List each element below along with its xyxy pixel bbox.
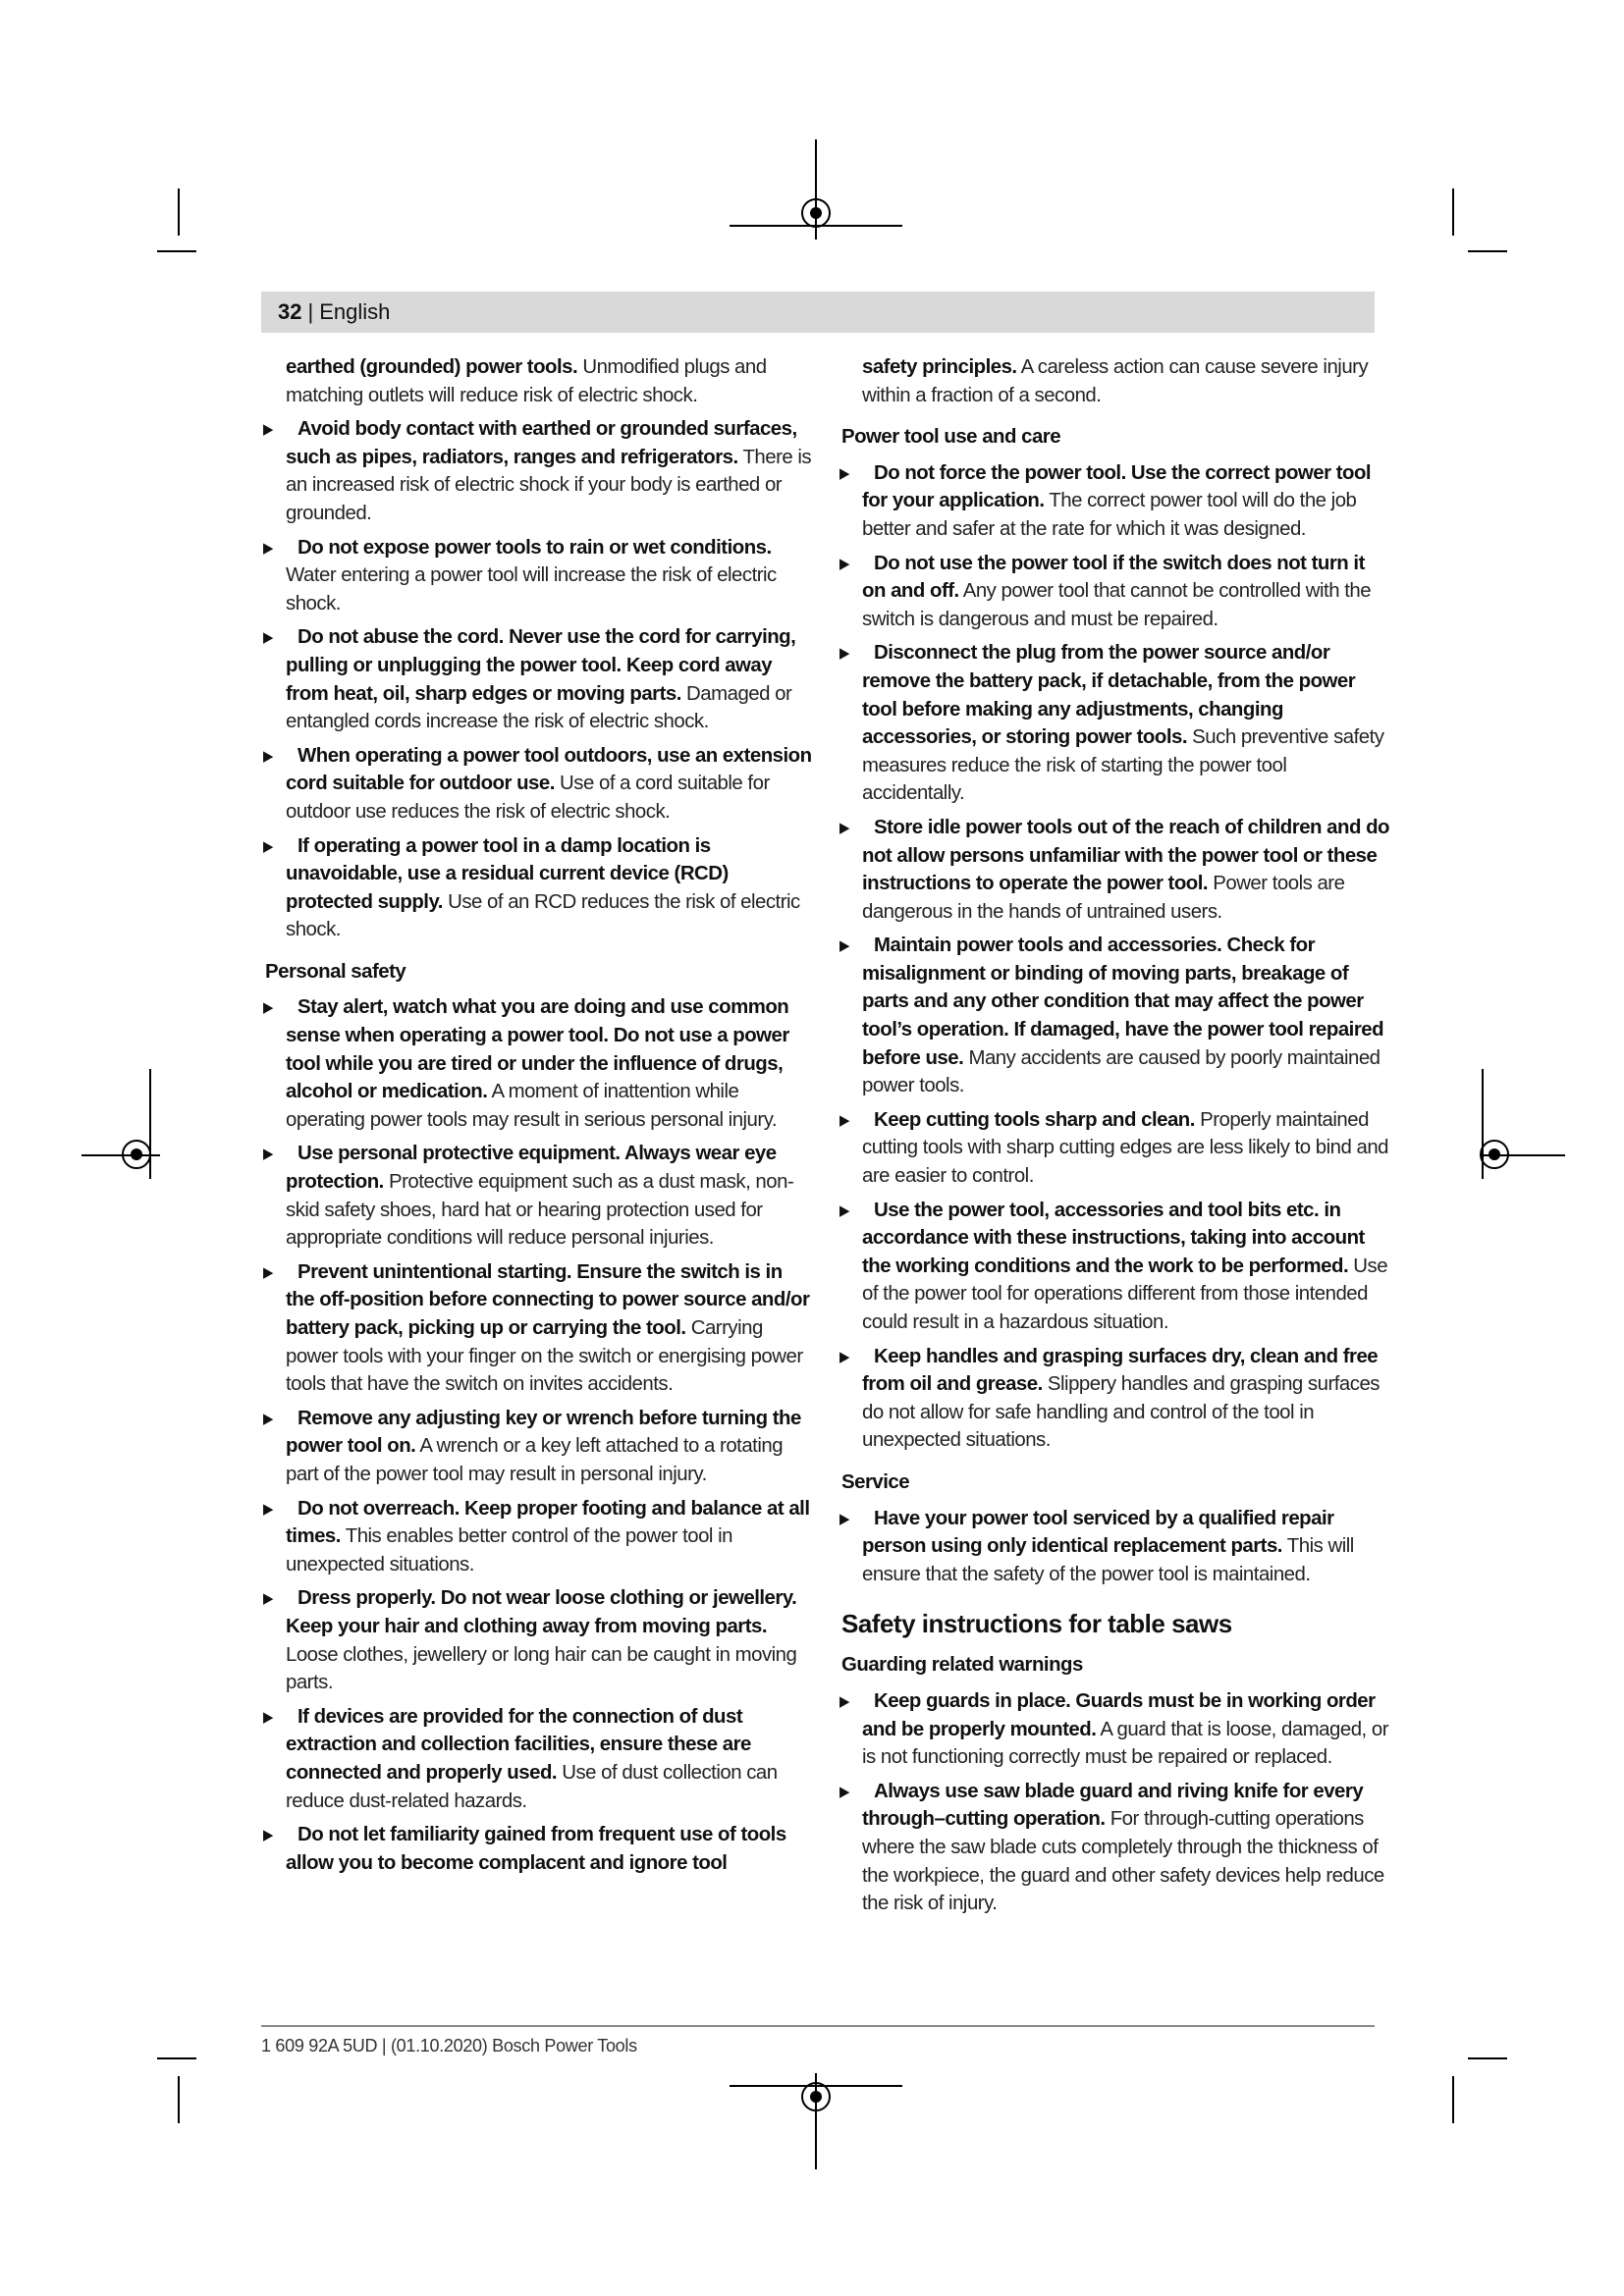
- item-text: Such preventive safety measures reduce the risk of starting the power tool accidentally.: [862, 726, 1384, 805]
- right-column: [841, 353, 1389, 1924]
- item-text: Many accidents are caused by poorly maintained power tools.: [862, 1046, 1380, 1097]
- personal-safety-list: [265, 993, 813, 1877]
- page-number: 32: [278, 299, 302, 324]
- list-item: [265, 1703, 813, 1815]
- bullet-arrow-icon: ▶: [839, 1783, 849, 1800]
- item-text: A wrench or a key left attached to a rotating part of the power tool may result in personal injury.: [286, 1435, 784, 1485]
- bullet-arrow-icon: ▶: [839, 819, 849, 836]
- item-bold-text: Do not use the power tool if the switch does not turn it on and off.: [862, 552, 1365, 603]
- registration-line: [149, 1069, 151, 1179]
- section-heading-use-and-care: Power tool use and care: [841, 426, 1061, 449]
- page-header: [261, 292, 1375, 333]
- registration-target-icon: [801, 2082, 831, 2111]
- left-column: [265, 353, 813, 1883]
- item-text: Use of an RCD reduces the risk of electric shock.: [286, 890, 800, 941]
- item-text: Protective equipment such as a dust mask, non-skid safety shoes, hard hat or hearing protection used for appropriate conditions will reduce personal injuries.: [286, 1171, 794, 1250]
- list-item: [841, 1343, 1389, 1455]
- item-text: Slippery handles and grasping surfaces do not allow for safe handling and control of the tool in unexpected situations.: [862, 1373, 1380, 1452]
- bullet-arrow-icon: ▶: [263, 837, 273, 855]
- crop-mark: [1452, 188, 1454, 236]
- bullet-arrow-icon: ▶: [839, 1201, 849, 1219]
- service-list: [841, 1505, 1389, 1589]
- item-bold-text: Prevent unintentional starting. Ensure the switch is in the off-position before connecting to power source and/or battery pack, picking up or carrying the tool.: [286, 1260, 810, 1339]
- list-item: [265, 1584, 813, 1696]
- list-item: [265, 742, 813, 827]
- bullet-arrow-icon: ▶: [263, 1590, 273, 1608]
- item-text: Use of a cord suitable for outdoor use reduces the risk of electric shock.: [286, 773, 770, 823]
- item-text: There is an increased risk of electric shock if your body is earthed or grounded.: [286, 446, 812, 524]
- bullet-arrow-icon: ▶: [263, 999, 273, 1017]
- item-bold-text: Keep guards in place. Guards must be in working order and be properly mounted.: [862, 1689, 1376, 1740]
- bullet-arrow-icon: ▶: [263, 1708, 273, 1726]
- item-bold-text: Disconnect the plug from the power source and/or remove the battery pack, if detachable, from the power tool before making any adjustments, changing accessories, or storing power tools.: [862, 642, 1356, 749]
- item-text: Any power tool that cannot be controlled with the switch is dangerous and must be repaired.: [862, 580, 1372, 630]
- item-text: Loose clothes, jewellery or long hair can be caught in moving parts.: [286, 1643, 797, 1694]
- item-text: The correct power tool will do the job better and safer at the rate for which it was designed.: [862, 490, 1357, 540]
- item-bold-text: If devices are provided for the connection of dust extraction and collection facilities, ensure these are connected and properly used.: [286, 1705, 751, 1784]
- item-bold-text: Stay alert, watch what you are doing and use common sense when operating a power tool. Do not use a power tool while you are tired or under the influence of drugs, alcohol or medication.: [286, 996, 789, 1103]
- list-item: [265, 1258, 813, 1399]
- item-bold-text: Maintain power tools and accessories. Check for misalignment or binding of moving parts, breakage of parts and any other condition that may affect the power tool’s operation. If damaged, have the power tool repaired before use.: [862, 934, 1384, 1069]
- crop-mark: [157, 250, 196, 252]
- item-bold-text: Avoid body contact with earthed or grounded surfaces, such as pipes, radiators, ranges and refrigerators.: [286, 418, 797, 468]
- crop-mark: [157, 2057, 196, 2059]
- item-bold-text: Keep handles and grasping surfaces dry, clean and free from oil and grease.: [862, 1345, 1379, 1396]
- registration-target-icon: [122, 1140, 151, 1169]
- item-text: Water entering a power tool will increase the risk of electric shock.: [286, 564, 777, 614]
- item-bold-text: If operating a power tool in a damp location is unavoidable, use a residual current device (RCD) protected supply.: [286, 834, 729, 913]
- list-item: [841, 1106, 1389, 1191]
- item-bold-text: Use personal protective equipment. Always wear eye protection.: [286, 1143, 777, 1194]
- bullet-arrow-icon: ▶: [263, 539, 273, 557]
- item-bold-text: Always use saw blade guard and riving knife for every through–cutting operation.: [862, 1780, 1364, 1831]
- header-text: [278, 299, 390, 325]
- bullet-arrow-icon: ▶: [839, 937, 849, 955]
- list-item: [265, 623, 813, 735]
- list-item: [841, 459, 1389, 544]
- list-item: [265, 832, 813, 944]
- guarding-list: [841, 1687, 1389, 1918]
- electrical-safety-list: [265, 415, 813, 944]
- item-text: This will ensure that the safety of the power tool is maintained.: [862, 1535, 1354, 1585]
- item-text: This enables better control of the power tool in unexpected situations.: [286, 1525, 732, 1575]
- continuation-paragraph: earthed (grounded) power tools. Unmodified plugs and matching outlets will reduce risk of electric shock.: [286, 356, 767, 406]
- list-item: [841, 932, 1389, 1100]
- footer-rule: [261, 2025, 1375, 2027]
- item-bold-text: Do not let familiarity gained from frequent use of tools allow you to become complacent and ignore tool: [286, 1824, 786, 1874]
- list-item: [841, 814, 1389, 926]
- use-care-list: [841, 459, 1389, 1455]
- item-text: Properly maintained cutting tools with sharp cutting edges are less likely to bind and are easier to control.: [862, 1108, 1388, 1188]
- header-separator: |: [307, 299, 314, 324]
- section-title-table-saws: Safety instructions for table saws: [841, 1609, 1232, 1639]
- bullet-arrow-icon: ▶: [263, 747, 273, 765]
- item-text: A guard that is loose, damaged, or is not functioning correctly must be repaired or replaced.: [862, 1718, 1389, 1769]
- item-bold-text: Remove any adjusting key or wrench before turning the power tool on.: [286, 1407, 801, 1458]
- list-item: [265, 993, 813, 1134]
- list-item: [265, 1495, 813, 1579]
- item-bold-text: Do not abuse the cord. Never use the cord for carrying, pulling or unplugging the power tool. Keep cord away from heat, oil, sharp edges or moving parts.: [286, 626, 796, 705]
- section-heading-service: Service: [841, 1470, 910, 1493]
- crop-mark: [1452, 2076, 1454, 2123]
- list-item: [841, 550, 1389, 634]
- item-bold-text: Dress properly. Do not wear loose clothing or jewellery. Keep your hair and clothing away from moving parts.: [286, 1587, 797, 1637]
- section-heading-guarding: Guarding related warnings: [841, 1654, 1083, 1677]
- bullet-arrow-icon: ▶: [263, 629, 273, 647]
- bullet-arrow-icon: ▶: [839, 555, 849, 572]
- item-bold-text: Store idle power tools out of the reach of children and do not allow persons unfamiliar with the power tool or these instructions to operate the power tool.: [862, 816, 1389, 895]
- item-text: Use of dust collection can reduce dust-related hazards.: [286, 1761, 778, 1812]
- list-item: [265, 1405, 813, 1489]
- item-bold-text: Use the power tool, accessories and tool bits etc. in accordance with these instructions, taking into account the working conditions and the work to be performed.: [862, 1199, 1365, 1277]
- item-bold-text: Do not expose power tools to rain or wet conditions.: [298, 536, 772, 559]
- bullet-arrow-icon: ▶: [263, 1827, 273, 1844]
- list-item: [841, 1505, 1389, 1589]
- list-item: [265, 1821, 813, 1877]
- bullet-arrow-icon: ▶: [263, 1263, 273, 1281]
- list-item: [265, 1140, 813, 1252]
- item-text: Use of the power tool for operations different from those intended could result in a hazardous situation.: [862, 1255, 1388, 1333]
- bullet-arrow-icon: ▶: [839, 1510, 849, 1527]
- list-item: [841, 639, 1389, 808]
- item-bold-text: Have your power tool serviced by a qualified repair person using only identical replacement parts.: [862, 1507, 1334, 1558]
- list-item: [265, 415, 813, 527]
- list-item: [841, 1197, 1389, 1337]
- registration-target-icon: [1480, 1140, 1509, 1169]
- bullet-arrow-icon: ▶: [263, 1410, 273, 1427]
- list-item: [265, 534, 813, 618]
- item-bold-text: Do not force the power tool. Use the correct power tool for your application.: [862, 461, 1372, 512]
- bullet-arrow-icon: ▶: [839, 1348, 849, 1365]
- section-heading-personal-safety: Personal safety: [265, 960, 406, 983]
- crop-mark: [178, 2076, 180, 2123]
- item-bold-text: Keep cutting tools sharp and clean.: [874, 1108, 1195, 1131]
- list-item: [841, 1687, 1389, 1772]
- footer-text: 1 609 92A 5UD | (01.10.2020) Bosch Power Tools: [261, 2036, 637, 2056]
- crop-mark: [1468, 2057, 1507, 2059]
- bullet-arrow-icon: ▶: [839, 645, 849, 663]
- item-text: A moment of inattention while operating power tools may result in serious personal injury.: [286, 1081, 778, 1131]
- crop-mark: [178, 188, 180, 236]
- item-text: Power tools are dangerous in the hands of untrained users.: [862, 873, 1345, 923]
- registration-target-icon: [801, 198, 831, 228]
- item-text: Damaged or entangled cords increase the risk of electric shock.: [286, 682, 792, 733]
- continuation-paragraph: safety principles. A careless action can cause severe injury within a fraction of a second.: [862, 356, 1369, 406]
- item-bold-text: Do not overreach. Keep proper footing and balance at all times.: [286, 1497, 810, 1548]
- item-bold-text: When operating a power tool outdoors, use an extension cord suitable for outdoor use.: [286, 744, 812, 795]
- bullet-arrow-icon: ▶: [263, 1500, 273, 1518]
- crop-mark: [1468, 250, 1507, 252]
- bullet-arrow-icon: ▶: [839, 1111, 849, 1129]
- bullet-arrow-icon: ▶: [839, 1692, 849, 1710]
- item-text: For through-cutting operations where the saw blade cuts completely through the thickness of the workpiece, the guard and other safety devices help reduce the risk of injury.: [862, 1808, 1384, 1915]
- bullet-arrow-icon: ▶: [263, 421, 273, 439]
- bullet-arrow-icon: ▶: [839, 464, 849, 482]
- bullet-arrow-icon: ▶: [263, 1146, 273, 1163]
- header-language: English: [319, 299, 391, 324]
- item-text: Carrying power tools with your finger on the switch or energising power tools that have the switch on invites accidents.: [286, 1317, 803, 1396]
- list-item: [841, 1778, 1389, 1918]
